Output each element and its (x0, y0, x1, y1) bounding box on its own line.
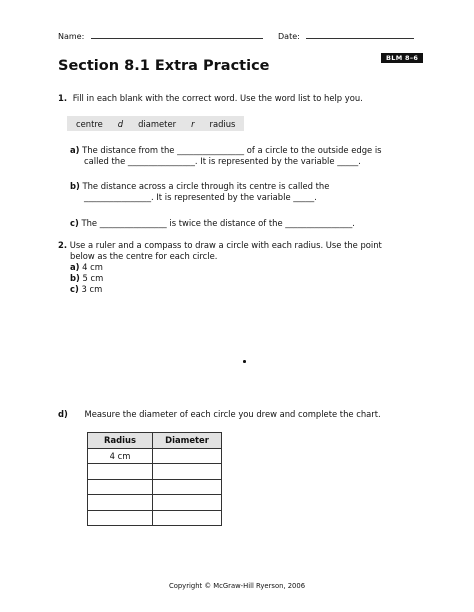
word-list (67, 116, 244, 131)
blm-badge: BLM 8–6 (381, 53, 423, 63)
table-row (88, 479, 222, 495)
q1b-label: b) (70, 181, 80, 191)
q2d-text: Measure the diameter of each circle you drew and complete the chart. (84, 409, 381, 419)
radius-cell[interactable]: 4 cm (88, 448, 153, 464)
q2-number: 2. (58, 240, 68, 250)
table-row (88, 495, 222, 511)
q1-number: 1. (58, 93, 68, 103)
q1c-line1: The ________________ is twice the distance of the ________________. (81, 218, 355, 228)
q1-text: Fill in each blank with the correct word. Use the word list to help you. (72, 93, 363, 103)
diameter-cell[interactable] (153, 479, 222, 495)
q1c-label: c) (70, 218, 79, 228)
q2b: b) 5 cm (70, 273, 104, 283)
footer-copyright: Copyright © McGraw-Hill Ryerson, 2006 (168, 582, 306, 590)
radius-cell[interactable] (88, 464, 153, 480)
diameter-cell[interactable] (153, 510, 222, 526)
q2d (58, 409, 381, 420)
q1-prompt (58, 93, 363, 104)
q2d-label: d) (58, 409, 68, 419)
q1b-line2: ________________. It is represented by the variable _____. (84, 192, 317, 202)
table-row (88, 464, 222, 480)
word-centre: centre (76, 118, 103, 129)
name-label: Name: (58, 32, 85, 41)
q1a-label: a) (70, 145, 80, 155)
q1b-line1: The distance across a circle through its centre is called the (82, 181, 330, 191)
q2-line2: below as the centre for each circle. (70, 251, 218, 261)
radius-cell[interactable] (88, 510, 153, 526)
page-title: Section 8.1 Extra Practice (58, 58, 270, 74)
q1a-line1: The distance from the ________________ of a circle to the outside edge is (82, 145, 382, 155)
header-radius: Radius (88, 433, 153, 449)
word-radius: radius (209, 118, 236, 129)
date-line[interactable] (306, 30, 414, 39)
date-label: Date: (278, 32, 300, 41)
q1b (70, 181, 329, 203)
radius-cell[interactable] (88, 479, 153, 495)
word-d: d (117, 118, 124, 129)
diameter-cell[interactable] (153, 448, 222, 464)
diameter-chart (87, 432, 222, 526)
date-field (278, 30, 414, 41)
diameter-cell[interactable] (153, 495, 222, 511)
q2-line1: Use a ruler and a compass to draw a circle with each radius. Use the point (69, 240, 382, 250)
table-row (88, 448, 222, 464)
q1a (70, 145, 382, 167)
diameter-cell[interactable] (153, 464, 222, 480)
q2c: c) 3 cm (70, 284, 103, 294)
q1a-line2: called the ________________. It is represented by the variable _____. (84, 156, 361, 166)
q1c (70, 218, 355, 229)
name-field (58, 30, 263, 41)
header-diameter: Diameter (153, 433, 222, 449)
word-r: r (191, 118, 195, 129)
q2a: a) 4 cm (70, 262, 103, 272)
q2-prompt (58, 240, 382, 295)
radius-cell[interactable] (88, 495, 153, 511)
centre-point (243, 360, 246, 363)
table-row (88, 510, 222, 526)
name-line[interactable] (91, 30, 263, 39)
word-diameter: diameter (138, 118, 177, 129)
